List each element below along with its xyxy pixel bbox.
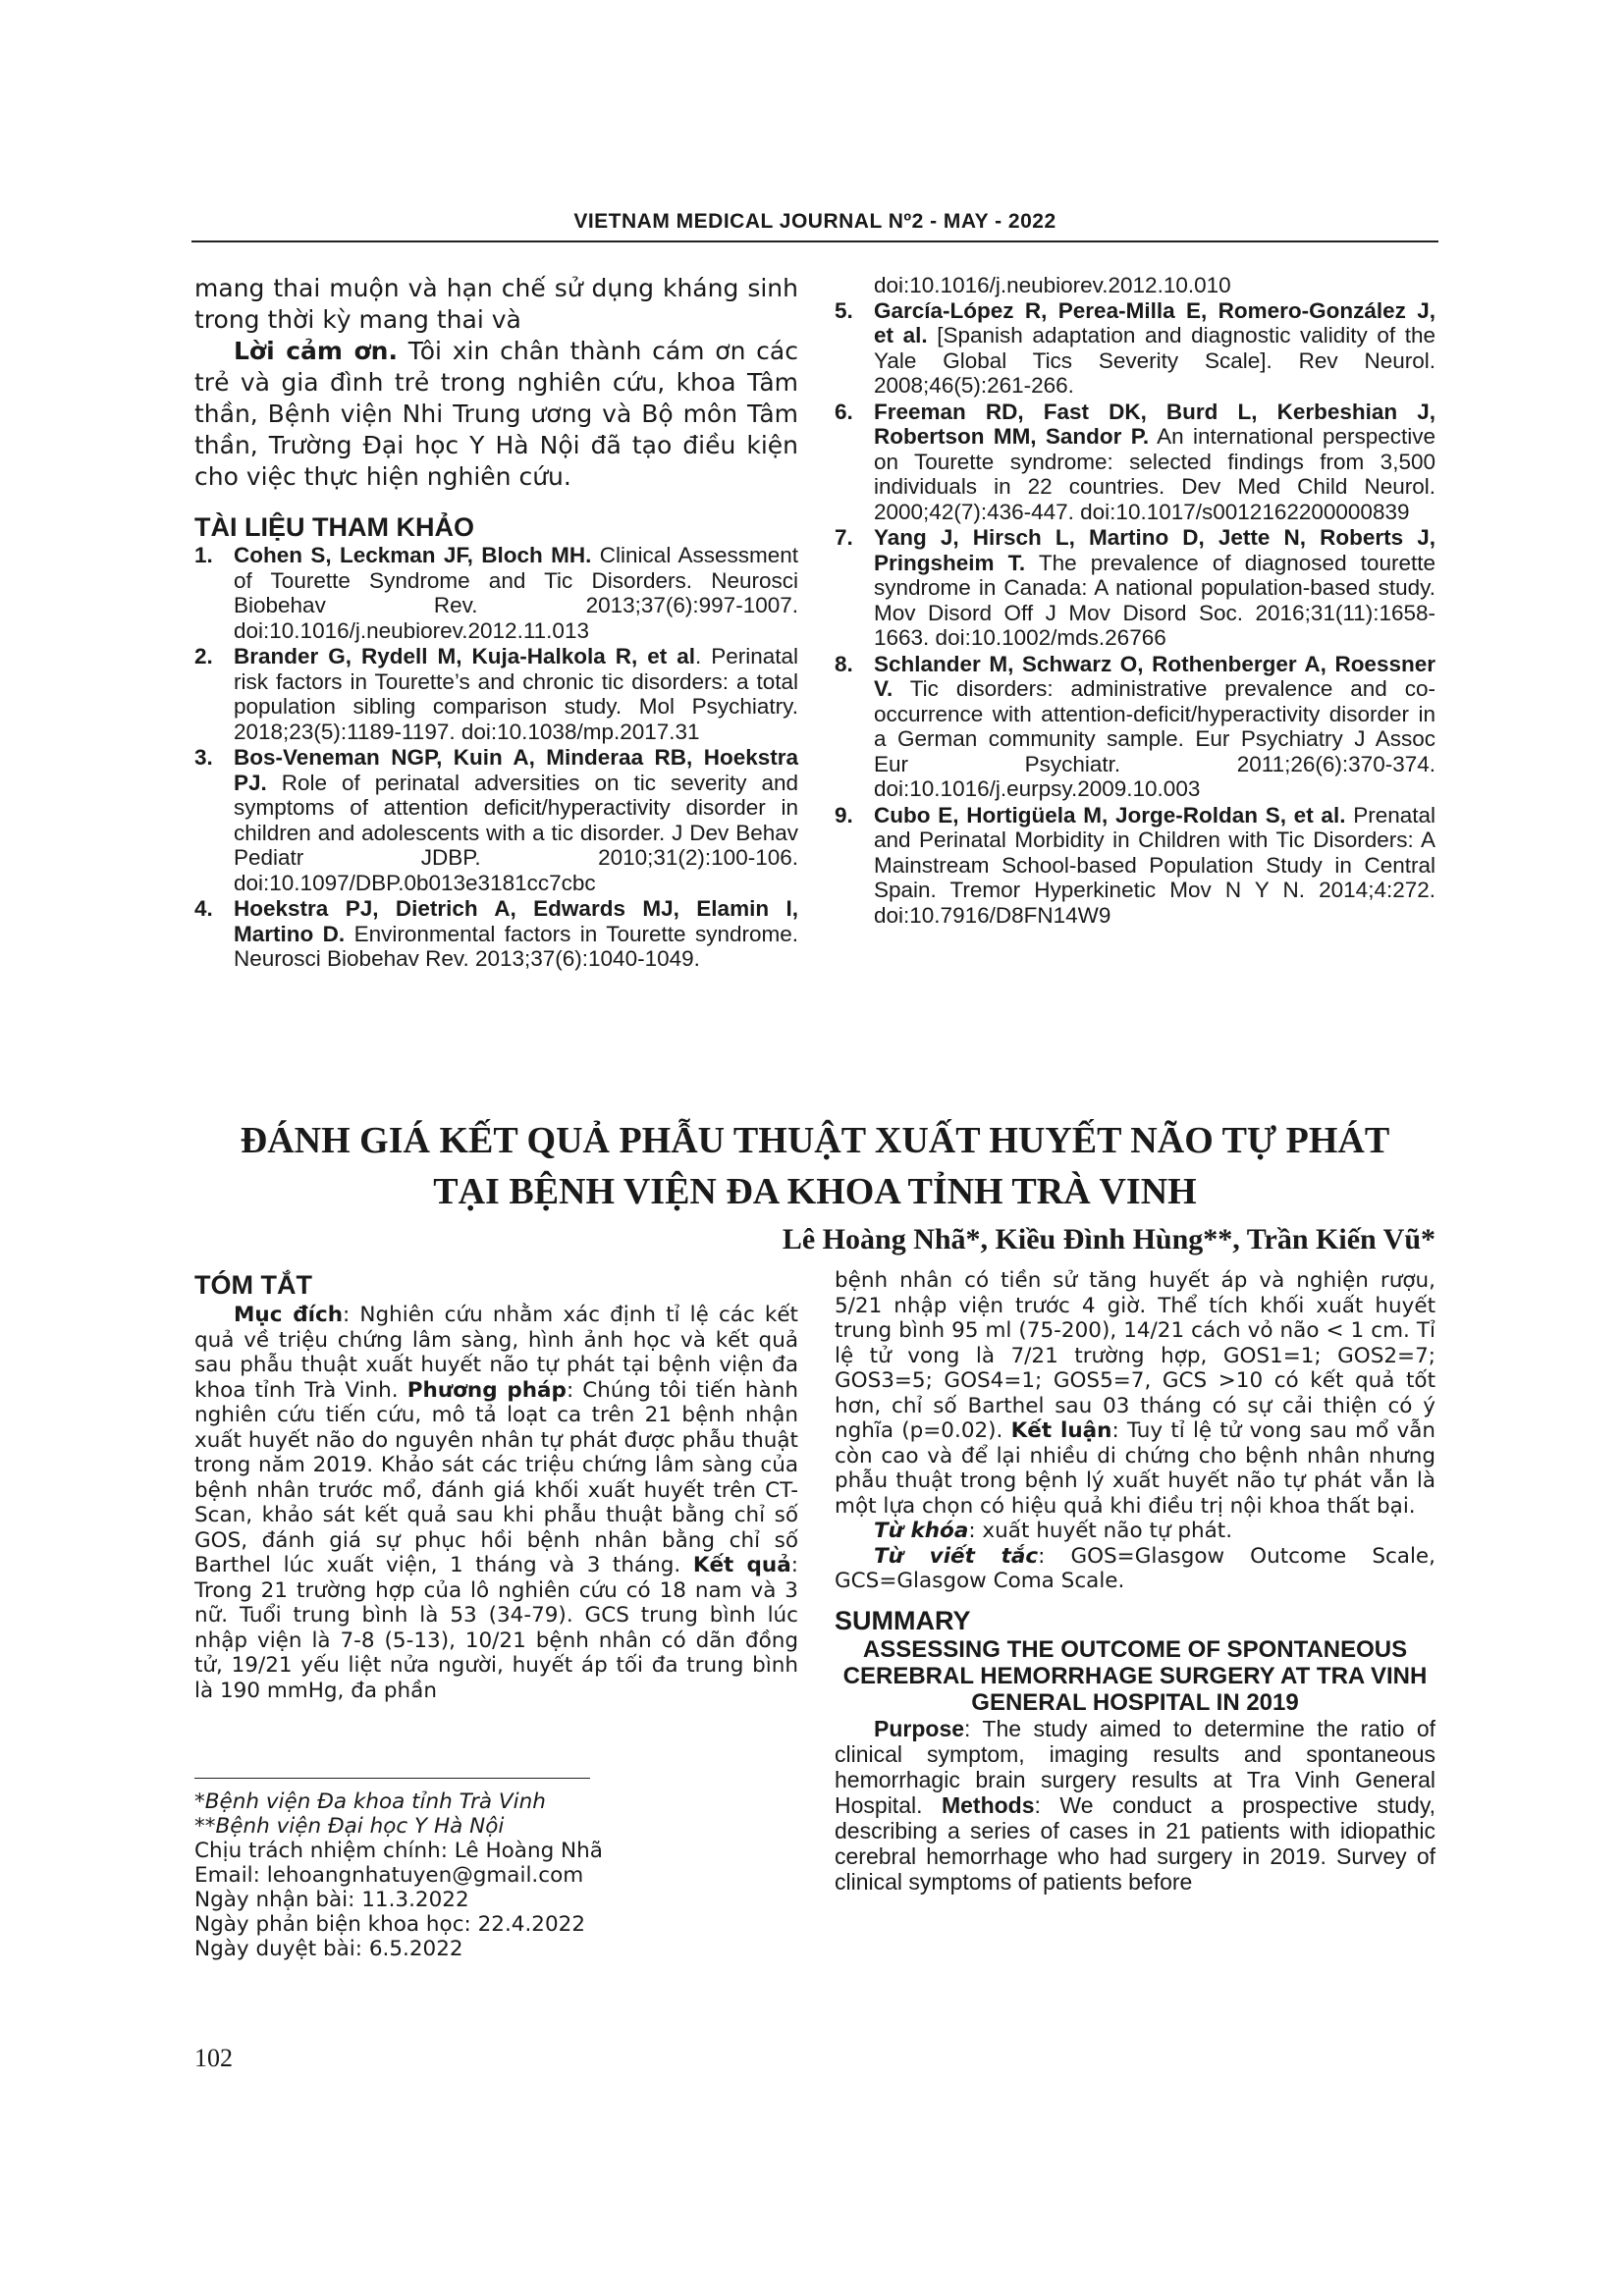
corresponding-email: Email: lehoangnhatuyen@gmail.com [194,1863,584,1888]
reference-authors: Freeman RD, Fast DK, Burd L, Kerbeshian J, Robertson MM, Sandor P. [874,399,1435,449]
abstract-body-left [194,1303,798,1703]
reference-text: Tic disorders: administrative prevalence and co-occurrence with attention-deficit/hyperactivity disorder in a German community sample. Eur Psychiatry J Assoc Eur Psychiatr. 2011;26(6):370-374. doi:10.1016/j.eurpsy.2009.10.003 [874,676,1435,801]
footnote-divider [194,1778,590,1779]
article-authors: Lê Hoàng Nhã*, Kiều Đình Hùng**, Trần Kiến Vũ* [782,1223,1435,1255]
date-received: Ngày nhận bài: 11.3.2022 [194,1888,469,1912]
conclusion-label: Kết luận [1010,1418,1112,1443]
en-purpose-text: : The study aimed to determine the ratio of clinical symptom, imaging results and spontaneous hemorrhagic brain surgery results at Tra Vinh General Hospital. [835,1715,1435,1818]
reference-authors: Hoekstra PJ, Dietrich A, Edwards MJ, Elamin I, Martino D. [234,896,798,946]
keywords-label: Từ khóa [874,1519,969,1543]
purpose-text: : Nghiên cứu nhằm xác định tỉ lệ các kết quả về triệu chứng lâm sàng, hình ảnh học và kết quả sau phẫu thuật xuất huyết não tự phát tại bệnh viện đa khoa tỉnh Trà Vinh. [194,1303,798,1403]
reference-item [835,525,1435,651]
header-divider [191,240,1438,242]
reference-authors: Bos-Veneman NGP, Kuin A, Minderaa RB, Hoekstra PJ. [234,745,798,795]
acknowledgement-label: Lời cảm ơn. [234,337,398,365]
abstract-continuation [835,1268,1435,1519]
reference-item [835,298,1435,399]
result-text: : Trong 21 trường hợp của lô nghiên cứu có 18 nam và 3 nữ. Tuổi trung bình là 53 (34-79). GCS trung bình lúc nhập viện là 7-8 (5-13), 10/21 bệnh nhân có dãn đồng tử, 19/21 yếu liệt nửa người, huyết áp tối đa trung bình là 190 mmHg, đa phần [194,1553,798,1703]
reference-text: Environmental factors in Tourette syndrome. Neurosci Biobehav Rev. 2013;37(6):1040-1049. [234,921,798,971]
result-text-continued: bệnh nhân có tiền sử tăng huyết áp và nghiện rượu, 5/21 nhập viện trước 4 giờ. Thể tích khối xuất huyết trung bình 95 ml (75-200), 14/21 cách vỏ não < 1 cm. Tỉ lệ tử vong là 7/21 trường hợp, GOS1=1; GOS2=7; GOS3=5; GOS4=1; GOS5=7, GCS >10 có kết quả tốt hơn, chỉ số Barthel sau 03 tháng có sự cải thiện có ý nghĩa (p=0.02). [835,1268,1435,1443]
reference-authors: Cubo E, Hortigüela M, Jorge-Roldan S, et al. [874,802,1346,828]
reference-number: 7. [835,525,853,550]
abstract-heading: TÓM TẮT [194,1270,312,1300]
reference-item [194,543,798,643]
reference-authors: Yang J, Hirsch L, Martino D, Jette N, Roberts J, Pringsheim T. [874,525,1435,575]
summary-title: ASSESSING THE OUTCOME OF SPONTANEOUS CEREBRAL HEMORRHAGE SURGERY AT TRA VINH GENERAL HOSPITAL IN 2019 [842,1635,1428,1716]
reference-item [194,896,798,972]
reference-text: . Perinatal risk factors in Tourette’s and chronic tic disorders: a total population sibling comparison study. Mol Psychiatry. 2018;23(5):1189-1197. doi:10.1038/mp.2017.31 [234,644,799,744]
reference-text: An international perspective on Tourette syndrome: selected findings from 3,500 individuals in 22 countries. Dev Med Child Neurol. 2000;42(7):436-447. doi:10.1017/s0012162200000839 [874,424,1435,524]
reference-text: [Spanish adaptation and diagnostic validity of the Yale Global Tics Severity Scale]. Rev Neurol. 2008;46(5):261-266. [874,323,1435,398]
result-label: Kết quả [692,1553,791,1577]
reference-authors: Brander G, Rydell M, Kuja-Halkola R, et al [234,644,695,668]
references-list-right [835,298,1435,929]
reference-text: Prenatal and Perinatal Morbidity in Children with Tic Disorders: A Mainstream School-based Population Study in Central Spain. Tremor Hyperkinetic Mov N Y N. 2014;4:272. doi:10.7916/D8FN14W9 [874,802,1435,928]
abbreviations [835,1544,1435,1594]
article-title [191,1115,1438,1217]
summary-paragraph [835,1716,1435,1895]
previous-article-left-column [194,273,798,973]
keywords-text: : xuất huyết não tự phát. [968,1519,1233,1543]
journal-header: VIETNAM MEDICAL JOURNAL Nº2 - MAY - 2022 [573,210,1056,233]
reference-number: 8. [835,651,853,676]
reference-number: 9. [835,802,853,828]
conclusion-text: : Tuy tỉ lệ tử vong sau mổ vẫn còn cao và để lại nhiều di chứng cho bệnh nhân nhưng phẫu thuật trong bệnh lý xuất huyết não tự phát vẫn là một lựa chọn có hiệu quả khi điều trị nội khoa thất bại. [835,1418,1436,1519]
abstract-vietnamese-left [194,1270,798,1703]
reference-continuation: doi:10.1016/j.neubiorev.2012.10.010 [874,273,1231,297]
acknowledgement [194,336,798,493]
date-reviewed: Ngày phản biện khoa học: 22.4.2022 [194,1912,586,1937]
page-number: 102 [194,2044,233,2072]
affiliation-2: **Bệnh viện Đại học Y Hà Nội [194,1814,505,1839]
en-methods-label: Methods [941,1791,1035,1818]
corresponding-author: Chịu trách nhiệm chính: Lê Hoàng Nhã [194,1839,603,1863]
acknowledgement-text: Tôi xin chân thành cám ơn các trẻ và gia đình trẻ trong nghiên cứu, khoa Tâm thần, Bệnh viện Nhi Trung ương và Bộ môn Tâm thần, Trường Đại học Y Hà Nội đã tạo điều kiện cho việc thực hiện nghiên cứu. [194,337,798,491]
summary-body [835,1716,1435,1895]
reference-text: Clinical Assessment of Tourette Syndrome and Tic Disorders. Neurosci Biobehav Rev. 2013;37(6):997-1007. doi:10.1016/j.neubiorev.2012.11.013 [234,543,798,643]
previous-article-text [194,273,798,493]
reference-item [194,644,798,744]
reference-item [835,652,1435,802]
previous-article-right-column [835,273,1435,929]
method-text: : Chúng tôi tiến hành nghiên cứu tiến cứu, mô tả loạt ca trên 21 bệnh nhận xuất huyết não do nguyên nhân tự phát được phẫu thuật trong năm 2019. Khảo sát các triệu chứng lâm sàng của bệnh nhân trước mổ, đánh giá khối xuất huyết trên CT-Scan, khảo sát kết quả sau khi phẫu thuật bằng chỉ số GOS, đánh giá sự phục hồi bệnh nhân bằng chỉ số Barthel lúc xuất viện, 1 tháng và 3 tháng. [194,1377,798,1577]
references-list-left [194,543,798,972]
article-title-line-2: TẠI BỆNH VIỆN ĐA KHOA TỈNH TRÀ VINH [433,1171,1197,1212]
reference-number: 6. [835,399,853,424]
summary-heading: SUMMARY [835,1605,971,1635]
abbreviations-label: Từ viết tắc [874,1543,1039,1569]
reference-authors: Schlander M, Schwarz O, Rothenberger A, Roessner V. [874,651,1435,701]
abbreviations-text: : GOS=Glasgow Outcome Scale, GCS=Glasgow Coma Scale. [835,1543,1435,1593]
reference-text: Role of perinatal adversities on tic severity and symptoms of attention deficit/hyperactivity disorder in children and adolescents with a tic disorder. J Dev Behav Pediatr JDBP. 2010;31(2):100-106. doi:10.1097/DBP.0b013e3181cc7cbc [234,770,798,895]
purpose-label: Mục đích [234,1303,344,1327]
footnotes [194,1789,784,1961]
abstract-right-column [835,1268,1435,1895]
reference-item [194,745,798,895]
reference-number: 3. [194,745,213,770]
en-methods-text: : We conduct a prospective study, describing a series of cases in 21 patients with idiopathic cerebral hemorrhage who had surgery in 2019. Survey of clinical symptoms of patients before [835,1791,1436,1895]
reference-item [835,803,1435,929]
affiliation-1: *Bệnh viện Đa khoa tỉnh Trà Vinh [194,1789,546,1814]
references-title: TÀI LIỆU THAM KHẢO [194,512,474,542]
reference-number: 1. [194,543,213,567]
article-title-line-1: ĐÁNH GIÁ KẾT QUẢ PHẪU THUẬT XUẤT HUYẾT NÃO TỰ PHÁT [240,1120,1390,1161]
abstract-paragraph [194,1303,798,1703]
keywords [835,1519,1435,1544]
reference-text: The prevalence of diagnosed tourette syndrome in Canada: A national population-based study. Mov Disord Off J Mov Disord Soc. 2016;31(11):1658-1663. doi:10.1002/mds.26766 [874,550,1435,650]
reference-authors: Cohen S, Leckman JF, Bloch MH. [234,543,592,567]
method-label: Phương pháp [406,1377,567,1403]
previous-article-tail: mang thai muộn và hạn chế sử dụng kháng sinh trong thời kỳ mang thai và [194,274,798,334]
reference-authors: García-López R, Perea-Milla E, Romero-González J, et al. [874,297,1435,347]
reference-number: 2. [194,644,213,668]
reference-number: 5. [835,297,853,323]
abstract-body-right [835,1268,1435,1594]
date-accepted: Ngày duyệt bài: 6.5.2022 [194,1937,463,1961]
reference-number: 4. [194,896,213,921]
en-purpose-label: Purpose [874,1715,965,1741]
reference-item [835,400,1435,525]
